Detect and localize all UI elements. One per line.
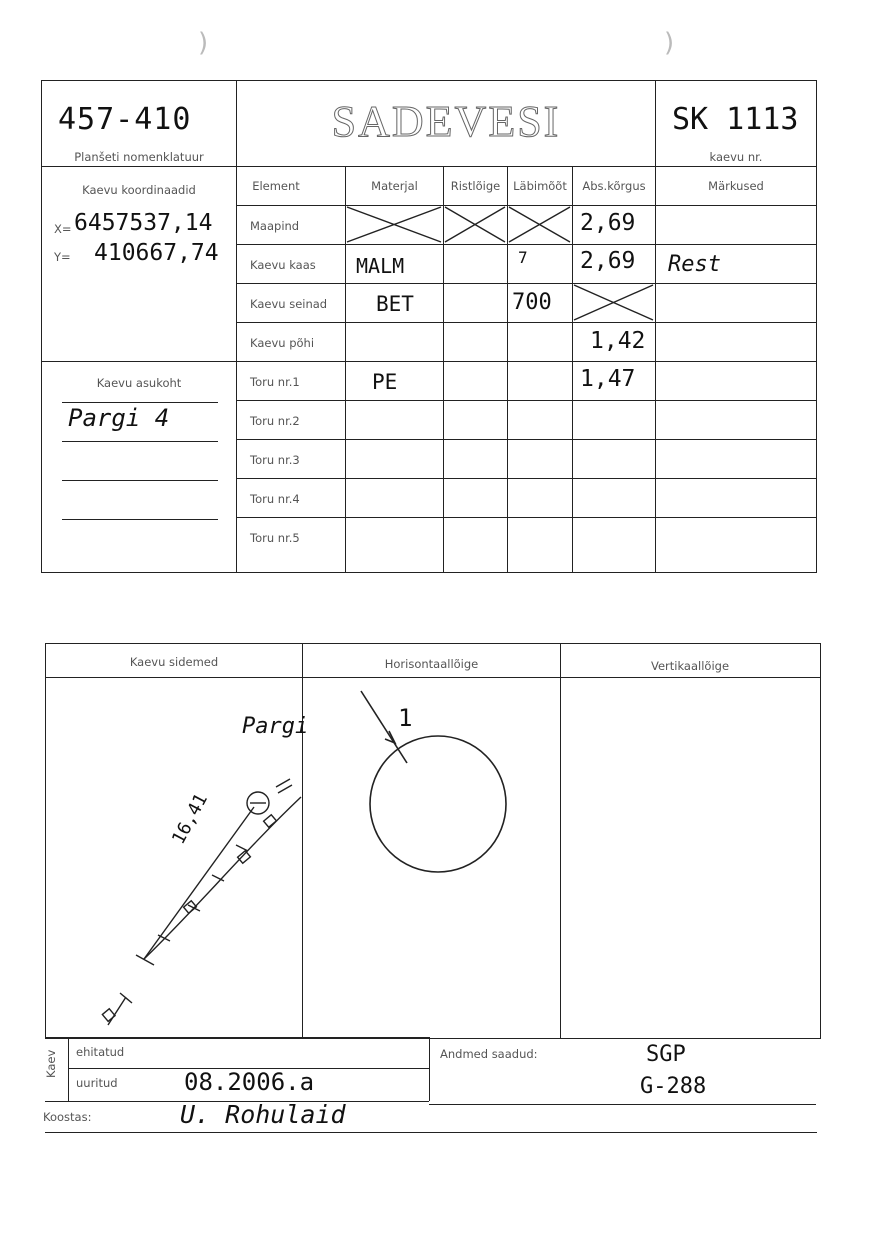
horizontal-section-drawing	[303, 679, 560, 1037]
location-value: Pargi 4	[68, 404, 170, 432]
row-label: Toru nr.1	[250, 375, 300, 389]
row-label: Kaevu kaas	[250, 258, 316, 272]
sketch-street-label: Pargi	[242, 714, 309, 739]
well-number-label: kaevu nr.	[709, 150, 763, 164]
data-source-label: Andmed saadud:	[440, 1047, 538, 1061]
cross-out	[445, 207, 505, 242]
coordinates-label: Kaevu koordinaadid	[82, 183, 196, 197]
compiled-value: U. Rohulaid	[180, 1100, 346, 1129]
location-label: Kaevu asukoht	[96, 376, 182, 390]
cross-out	[574, 285, 653, 320]
gully-symbol	[238, 851, 251, 864]
cell-value: 1,42	[590, 328, 646, 354]
punch-hole-right: )	[664, 28, 675, 58]
street-edge-line	[144, 797, 301, 959]
cell-value: MALM	[356, 254, 405, 278]
x-label: X=	[54, 222, 72, 236]
cross-out	[347, 207, 441, 242]
cell-value: 1,47	[580, 366, 636, 392]
y-value: 410667,74	[94, 240, 219, 266]
divider	[68, 1037, 69, 1101]
row-label: Kaevu seinad	[250, 297, 328, 311]
cell-value: Rest	[668, 252, 721, 277]
cell-value: PE	[372, 370, 398, 394]
nomenclature-label: Planšeti nomenklatuur	[74, 150, 204, 164]
cell-value: 2,69	[580, 248, 636, 274]
col-header-cross-section: Ristlõige	[450, 179, 501, 193]
row-label: Toru nr.4	[250, 492, 300, 506]
vertical-section-header: Vertikaallõige	[650, 659, 730, 673]
row-label: Maapind	[250, 219, 300, 233]
col-header-notes: Märkused	[708, 179, 764, 193]
surveyed-label: uuritud	[76, 1076, 118, 1090]
x-value: 6457537,14	[74, 210, 213, 236]
section-pipe-number: 1	[398, 704, 413, 732]
divider	[560, 643, 561, 1039]
reference-arrow	[108, 993, 132, 1025]
cell-value: BET	[376, 292, 414, 316]
manhole-circle	[370, 736, 506, 872]
row-label: Toru nr.2	[250, 414, 300, 428]
connections-header: Kaevu sidemed	[129, 655, 219, 669]
col-header-element: Element	[252, 179, 300, 193]
well-side-label: Kaev	[44, 1049, 58, 1078]
cell-value: 700	[512, 290, 552, 315]
col-header-abs-height: Abs.kõrgus	[582, 179, 646, 193]
well-number-value: SK 1113	[672, 102, 799, 137]
col-header-material: Materjal	[371, 179, 418, 193]
punch-hole-left: )	[198, 28, 209, 58]
divider	[45, 1037, 429, 1038]
pencil-marks	[276, 779, 292, 793]
data-source-value2: G-288	[640, 1074, 707, 1099]
horizontal-section-header: Horisontaallõige	[384, 657, 479, 671]
data-source-value1: SGP	[646, 1042, 686, 1067]
compiled-label: Koostas:	[43, 1110, 92, 1124]
row-label: Toru nr.3	[250, 453, 300, 467]
cross-out	[509, 207, 570, 242]
page-title: SADEVESI	[331, 97, 561, 146]
divider	[45, 1132, 817, 1133]
divider	[429, 1104, 816, 1105]
col-header-diameter: Läbimõõt	[513, 179, 567, 193]
row-label: Toru nr.5	[250, 531, 300, 545]
reference-symbol	[102, 1009, 115, 1022]
y-label: Y=	[54, 250, 71, 264]
cross-out-marks	[0, 0, 872, 600]
row-label: Kaevu põhi	[250, 336, 315, 350]
divider	[429, 1037, 430, 1101]
built-label: ehitatud	[76, 1045, 125, 1059]
sketch-distance-label: 16,41	[168, 790, 212, 848]
cell-value: 2,69	[580, 210, 636, 236]
tick	[158, 845, 248, 941]
surveyed-value: 08.2006.a	[184, 1068, 315, 1096]
gully-symbol	[264, 815, 277, 828]
cell-value: 7	[518, 248, 528, 267]
nomenclature-value: 457-410	[58, 102, 192, 137]
divider	[45, 677, 821, 678]
